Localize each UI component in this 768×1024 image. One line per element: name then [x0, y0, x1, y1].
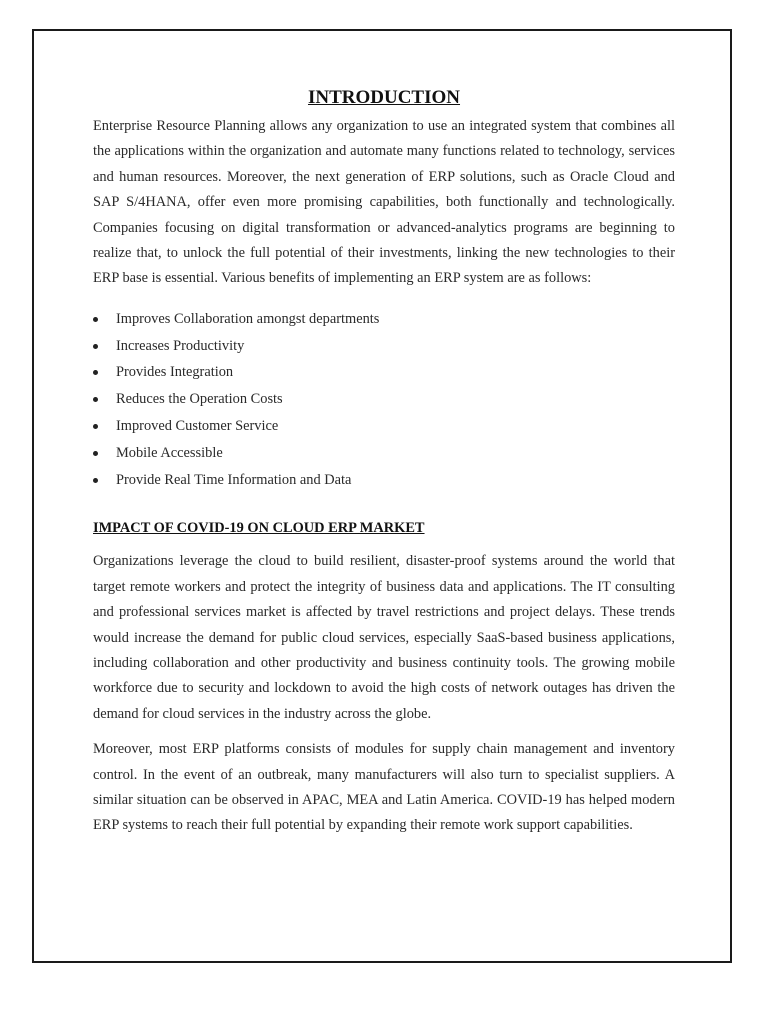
bullet-icon — [93, 317, 98, 322]
bullet-icon — [93, 478, 98, 483]
document-content — [93, 86, 675, 839]
bullet-icon — [93, 397, 98, 402]
list-item — [93, 359, 675, 386]
list-item-text: Provides Integration — [116, 364, 234, 381]
bullet-icon — [93, 424, 98, 429]
covid-paragraph-1: Organizations leverage the cloud to build resilient, disaster-proof systems around the world that target remote workers and protect the integrity of business data and applications. The IT consulting and professional services market is affected by travel restrictions and project delays. These trends would increase the demand for public cloud services, especially SaaS-based business applications, including collaboration and other productivity and business continuity tools. The growing mobile workforce due to security and lockdown to avoid the high costs of network outages has driven the demand for cloud services in the industry across the globe. — [93, 553, 675, 722]
list-item-text: Improves Collaboration amongst departments — [116, 310, 380, 327]
list-item-text: Mobile Accessible — [116, 444, 223, 461]
list-item — [93, 386, 675, 413]
list-item — [93, 440, 675, 467]
section-heading: IMPACT OF COVID-19 ON CLOUD ERP MARKET — [93, 520, 425, 537]
covid-paragraph-2: Moreover, most ERP platforms consists of modules for supply chain management and inventory control. In the event of an outbreak, many manufacturers will also turn to specialist suppliers. A similar situation can be observed in APAC, MEA and Latin America. COVID-19 has helped modern ERP systems to reach their full potential by expanding their remote work support capabilities. — [93, 741, 675, 834]
list-item-text: Reduces the Operation Costs — [116, 391, 283, 408]
list-item — [93, 333, 675, 360]
list-item-text: Improved Customer Service — [116, 418, 279, 435]
list-item — [93, 413, 675, 440]
list-item — [93, 306, 675, 333]
bullet-icon — [93, 370, 98, 375]
bullet-icon — [93, 451, 98, 456]
intro-paragraph: Enterprise Resource Planning allows any organization to use an integrated system that combines all the applications within the organization and automate many functions related to technology, services and human resources. Moreover, the next generation of ERP solutions, such as Oracle Cloud and SAP S/4HANA, offer even more promising capabilities, both functionally and technologically. Companies focusing on digital transformation or advanced-analytics programs are beginning to realize that, to unlock the full potential of their investments, linking the new technologies to their ERP base is essential. Various benefits of implementing an ERP system are as follows: — [93, 118, 675, 287]
list-item-text: Increases Productivity — [116, 337, 245, 354]
page-title: INTRODUCTION — [307, 87, 461, 108]
list-item-text: Provide Real Time Information and Data — [116, 471, 352, 488]
bullet-icon — [93, 344, 98, 349]
benefits-list — [93, 306, 675, 494]
list-item — [93, 467, 675, 494]
